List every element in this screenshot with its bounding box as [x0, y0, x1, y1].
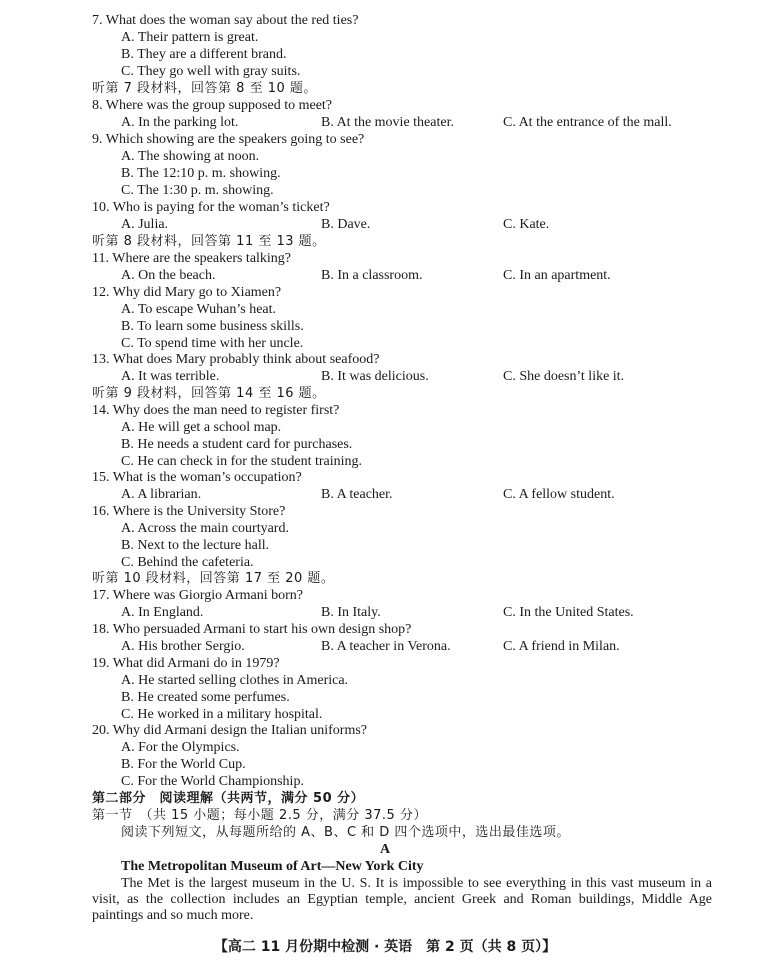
- question-18: 18. Who persuaded Armani to start his own design shop?: [92, 622, 412, 637]
- section-instruction-8: 听第 8 段材料，回答第 11 至 13 题。: [92, 234, 326, 249]
- section-one-heading: 第一节 （共 15 小题；每小题 2.5 分，满分 37.5 分）: [92, 808, 427, 823]
- option-8a: A. In the parking lot.: [121, 115, 239, 130]
- option-19b: B. He created some perfumes.: [121, 690, 290, 705]
- passage-letter: A: [379, 842, 391, 857]
- option-9b: B. The 12:10 p. m. showing.: [121, 166, 281, 181]
- option-20b: B. For the World Cup.: [121, 757, 246, 772]
- question-14: 14. Why does the man need to register first?: [92, 403, 340, 418]
- question-8: 8. Where was the group supposed to meet?: [92, 98, 333, 113]
- option-13c: C. She doesn’t like it.: [503, 369, 625, 384]
- question-15: 15. What is the woman’s occupation?: [92, 470, 302, 485]
- question-11: 11. Where are the speakers talking?: [92, 251, 292, 266]
- option-18c: C. A friend in Milan.: [503, 639, 620, 654]
- option-7a: A. Their pattern is great.: [121, 30, 259, 45]
- question-10: 10. Who is paying for the woman’s ticket?: [92, 200, 330, 215]
- option-12a: A. To escape Wuhan’s heat.: [121, 302, 277, 317]
- option-12b: B. To learn some business skills.: [121, 319, 304, 334]
- option-17b: B. In Italy.: [321, 605, 381, 620]
- option-15b: B. A teacher.: [321, 487, 393, 502]
- option-9a: A. The showing at noon.: [121, 149, 260, 164]
- option-15c: C. A fellow student.: [503, 487, 615, 502]
- option-7c: C. They go well with gray suits.: [121, 64, 301, 79]
- option-18b: B. A teacher in Verona.: [321, 639, 451, 654]
- question-16: 16. Where is the University Store?: [92, 504, 286, 519]
- option-10c: C. Kate.: [503, 217, 550, 232]
- option-20c: C. For the World Championship.: [121, 774, 304, 789]
- question-12: 12. Why did Mary go to Xiamen?: [92, 285, 282, 300]
- option-20a: A. For the Olympics.: [121, 740, 240, 755]
- option-15a: A. A librarian.: [121, 487, 202, 502]
- option-9c: C. The 1:30 p. m. showing.: [121, 183, 274, 198]
- option-19a: A. He started selling clothes in America.: [121, 673, 349, 688]
- question-17: 17. Where was Giorgio Armani born?: [92, 588, 303, 603]
- question-13: 13. What does Mary probably think about seafood?: [92, 352, 380, 367]
- option-11c: C. In an apartment.: [503, 268, 611, 283]
- passage-paragraph: The Met is the largest museum in the U. S. It is impossible to see everything in this vast museum in a visit, as the collection includes an Egyptian temple, ancient Greek and Roman buildings, Middle Age paintings and so much more.: [92, 876, 712, 923]
- option-8b: B. At the movie theater.: [321, 115, 454, 130]
- option-17a: A. In England.: [121, 605, 204, 620]
- section-instruction-10: 听第 10 段材料，回答第 17 至 20 题。: [92, 571, 335, 586]
- option-11a: A. On the beach.: [121, 268, 216, 283]
- passage-title: The Metropolitan Museum of Art—New York City: [121, 859, 424, 874]
- option-7b: B. They are a different brand.: [121, 47, 287, 62]
- section-instruction-9: 听第 9 段材料，回答第 14 至 16 题。: [92, 386, 326, 401]
- option-12c: C. To spend time with her uncle.: [121, 336, 304, 351]
- option-10b: B. Dave.: [321, 217, 371, 232]
- option-11b: B. In a classroom.: [321, 268, 423, 283]
- reading-instruction: 阅读下列短文，从每题所给的 A、B、C 和 D 四个选项中，选出最佳选项。: [121, 825, 570, 840]
- option-13a: A. It was terrible.: [121, 369, 220, 384]
- option-14a: A. He will get a school map.: [121, 420, 282, 435]
- option-14c: C. He can check in for the student training.: [121, 454, 363, 469]
- option-14b: B. He needs a student card for purchases.: [121, 437, 353, 452]
- option-16c: C. Behind the cafeteria.: [121, 555, 254, 570]
- option-16b: B. Next to the lecture hall.: [121, 538, 270, 553]
- option-8c: C. At the entrance of the mall.: [503, 115, 672, 130]
- option-10a: A. Julia.: [121, 217, 169, 232]
- option-19c: C. He worked in a military hospital.: [121, 707, 323, 722]
- option-18a: A. His brother Sergio.: [121, 639, 245, 654]
- question-20: 20. Why did Armani design the Italian uniforms?: [92, 723, 368, 738]
- page-footer: 【高二 11 月份期中检测 · 英语 第 2 页（共 8 页）】: [213, 939, 557, 955]
- question-7: 7. What does the woman say about the red ties?: [92, 13, 359, 28]
- part-two-heading: 第二部分 阅读理解（共两节，满分 50 分）: [92, 791, 365, 806]
- option-17c: C. In the United States.: [503, 605, 634, 620]
- question-19: 19. What did Armani do in 1979?: [92, 656, 280, 671]
- option-16a: A. Across the main courtyard.: [121, 521, 289, 536]
- section-instruction-7: 听第 7 段材料，回答第 8 至 10 题。: [92, 81, 317, 96]
- option-13b: B. It was delicious.: [321, 369, 429, 384]
- question-9: 9. Which showing are the speakers going to see?: [92, 132, 365, 147]
